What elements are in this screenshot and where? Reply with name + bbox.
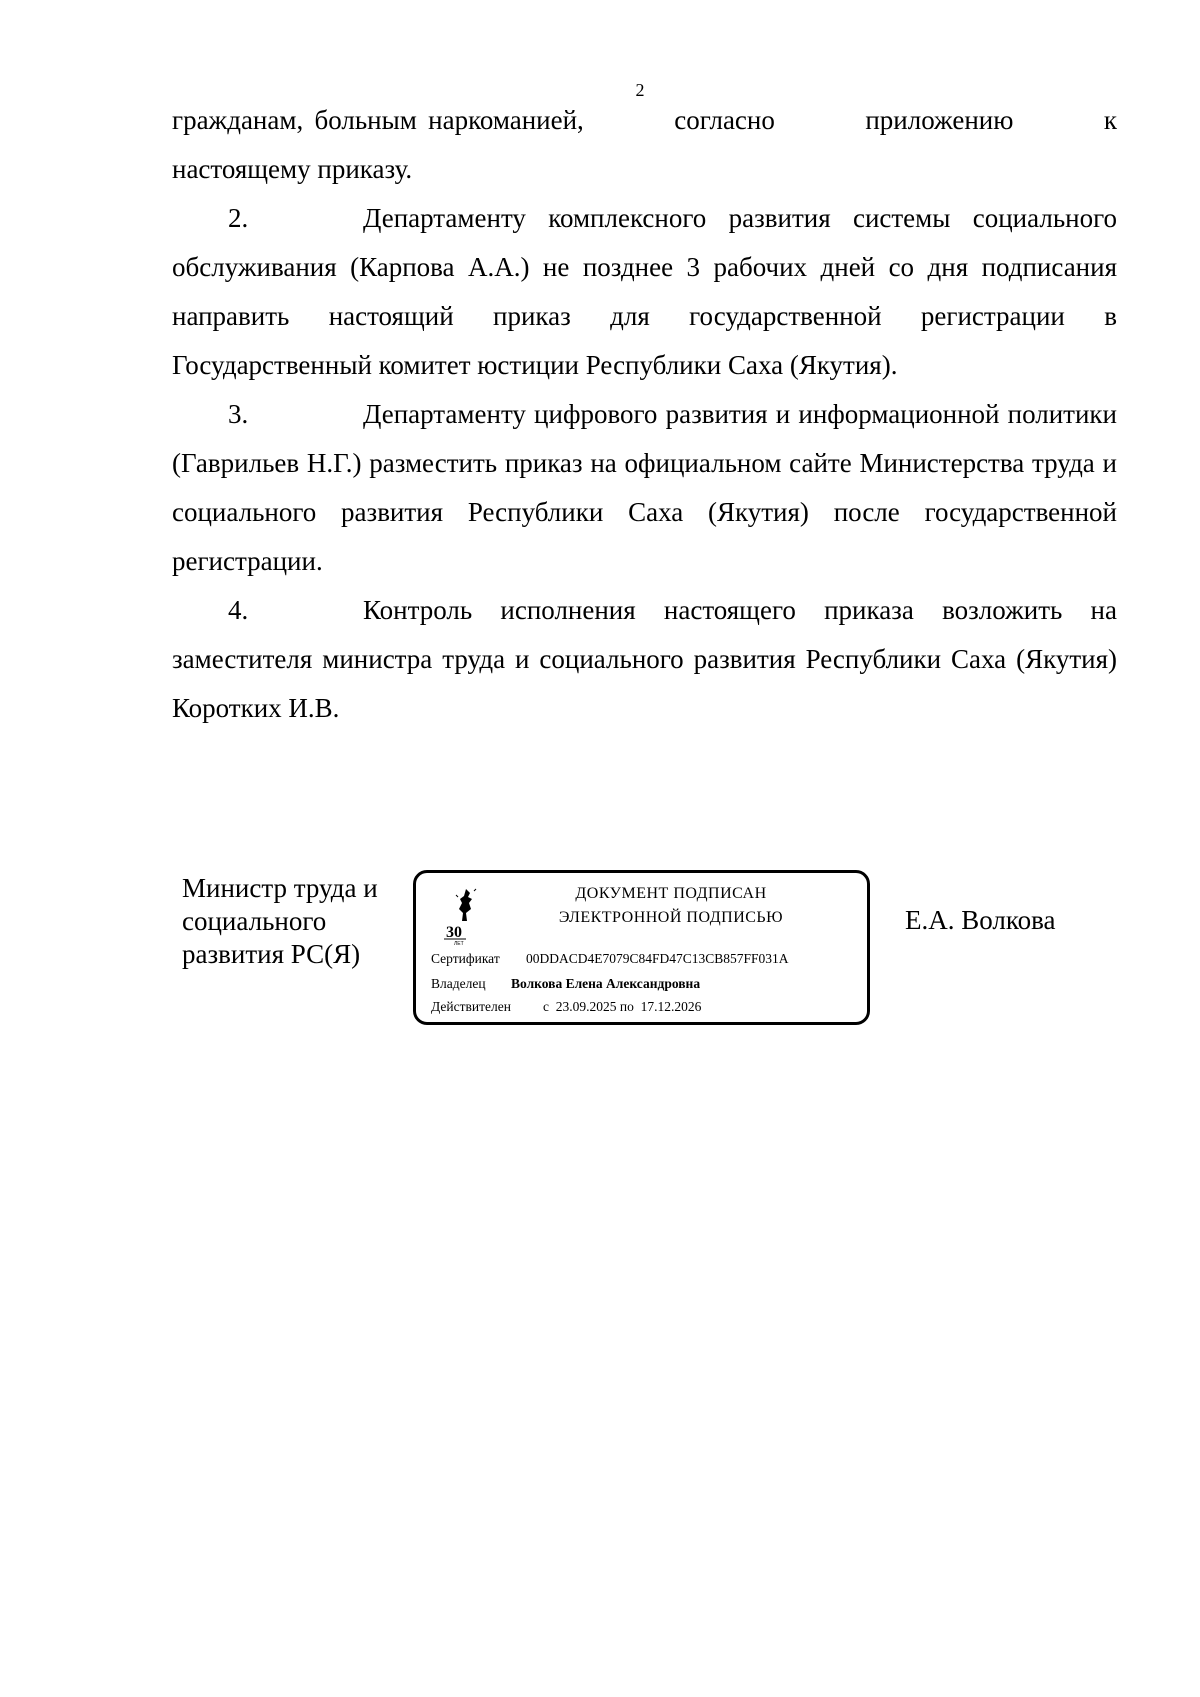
electronic-signature-stamp	[413, 870, 870, 1025]
list-item-text: Контроль исполнения настоящего приказа возложить на заместителя министра труда и социального развития Республики Саха (Якутия) Коротких И.В.	[172, 595, 1117, 723]
signer-title-line: развития РС(Я)	[182, 939, 361, 969]
stamp-heading	[516, 882, 826, 930]
paragraph-continuation-line1: гражданам, больным наркоманией, согласно приложению к	[172, 105, 1117, 135]
paragraph-continuation-line2: настоящему приказу.	[172, 154, 413, 184]
list-item-number: 2.	[228, 203, 249, 233]
certificate-label: Сертификат	[431, 951, 500, 966]
validity-label: Действителен	[431, 999, 511, 1014]
owner-label: Владелец	[431, 976, 486, 991]
signer-title-line: социального	[182, 906, 327, 936]
list-item-number: 3.	[228, 399, 249, 429]
emblem-icon	[444, 887, 484, 947]
emblem-number: 30	[446, 924, 462, 941]
signer-title	[182, 872, 378, 971]
list-item-2	[172, 194, 1117, 390]
list-item-text: Департаменту цифрового развития и информационной политики (Гаврильев Н.Г.) разместить приказ на официальном сайте Министерства труда и социального развития Республики Саха (Якутия) после государственной регистрации.	[172, 399, 1117, 576]
stamp-certificate-row	[431, 951, 789, 967]
list-item-number: 4.	[228, 595, 249, 625]
validity-value: с 23.09.2025 по 17.12.2026	[543, 999, 702, 1014]
list-item-3	[172, 390, 1117, 586]
list-item-text: Департаменту комплексного развития системы социального обслуживания (Карпова А.А.) не позднее 3 рабочих дней со дня подписания направить настоящий приказ для государственной регистрации в Государственный комитет юстиции Республики Саха (Якутия).	[172, 203, 1117, 380]
stamp-heading-line2: ЭЛЕКТРОННОЙ ПОДПИСЬЮ	[558, 909, 784, 926]
document-body	[172, 96, 1117, 733]
owner-value: Волкова Елена Александровна	[511, 976, 701, 991]
signer-name: Е.А. Волкова	[905, 905, 1056, 935]
signer-title-line: Министр труда и	[182, 873, 378, 903]
page-number: 2	[635, 80, 645, 100]
emblem-subtext: ЛЕТ	[454, 941, 464, 947]
list-item-4	[172, 586, 1117, 733]
certificate-value: 00DDACD4E7079C84FD47C13CB857FF031A	[526, 951, 789, 966]
stamp-owner-row	[431, 976, 700, 992]
stamp-heading-line1: ДОКУМЕНТ ПОДПИСАН	[575, 885, 767, 902]
stamp-validity-row	[431, 999, 701, 1015]
